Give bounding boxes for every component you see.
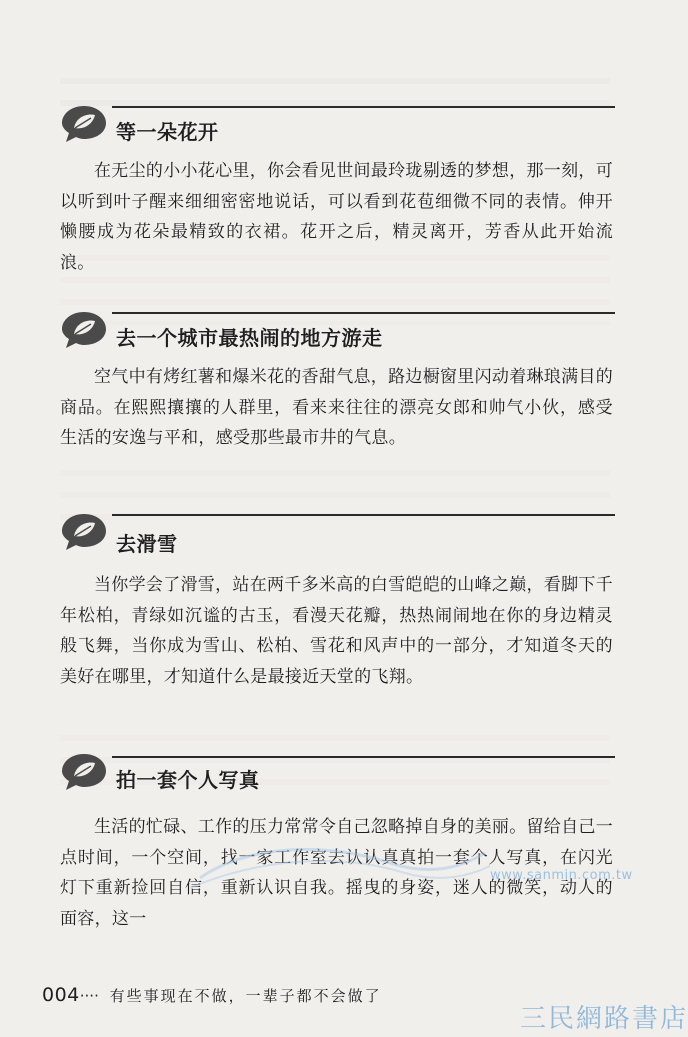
bleed-through — [60, 470, 610, 530]
watermark-swirl-icon — [190, 838, 490, 898]
watermark-brand: 三民網路書店 — [520, 1004, 688, 1034]
speech-bubble-leaf-icon — [60, 752, 108, 792]
bleed-through — [60, 78, 610, 118]
section-body: 当你学会了滑雪，站在两千多米高的白雪皑皑的山峰之巅，看脚下千年松柏，青绿如沉谧的古玉，看漫天花瓣，热热闹闹地在你的身边精灵般飞舞，当你成为雪山、松柏、雪花和风声中的一部分，才知道冬天的美好在哪里，才知道什么是最接近天堂的飞翔。 — [60, 575, 613, 687]
section-rule — [112, 106, 615, 108]
section-rule — [112, 514, 615, 516]
speech-bubble-leaf-icon — [60, 512, 108, 552]
section-rule — [112, 312, 615, 314]
section-body: 生活的忙碌、工作的压力常常令自己忽略掉自身的美丽。留给自己一点时间，一个空间，找一家工作室去认认真真拍一套个人写真，在闪光灯下重新捡回自信，重新认识自我。摇曳的身姿，迷人的微笑，动人的面容，这一 — [60, 817, 613, 929]
section-heading: 等一朵花开 — [116, 120, 219, 144]
footer-separator: ···· — [79, 987, 99, 1005]
section-body: 空气中有烤红薯和爆米花的香甜气息，路边橱窗里闪动着琳琅满目的商品。在熙熙攘攘的人群里，看来来往往的漂亮女郎和帅气小伙，感受生活的安逸与平和，感受那些最市井的气息。 — [60, 367, 613, 448]
page-footer — [42, 984, 382, 1006]
speech-bubble-leaf-icon — [60, 104, 108, 144]
page-number: 004 — [42, 984, 80, 1006]
section-heading: 去一个城市最热闹的地方游走 — [116, 326, 383, 350]
section-heading: 去滑雪 — [116, 532, 178, 556]
section-heading: 拍一套个人写真 — [116, 768, 260, 792]
book-title: 有些事现在不做，一辈子都不会做了 — [109, 987, 382, 1005]
watermark-url: www.sanmin.com.tw — [490, 868, 633, 883]
section-body: 在无尘的小小花心里，你会看见世间最玲珑剔透的梦想，那一刻，可以听到叶子醒来细细密密地说话，可以看到花苞细微不同的表情。伸开懒腰成为花朵最精致的衣裙。花开之后，精灵离开，芳香从此开始流浪。 — [60, 161, 613, 273]
speech-bubble-leaf-icon — [60, 310, 108, 350]
section-rule — [112, 756, 615, 758]
